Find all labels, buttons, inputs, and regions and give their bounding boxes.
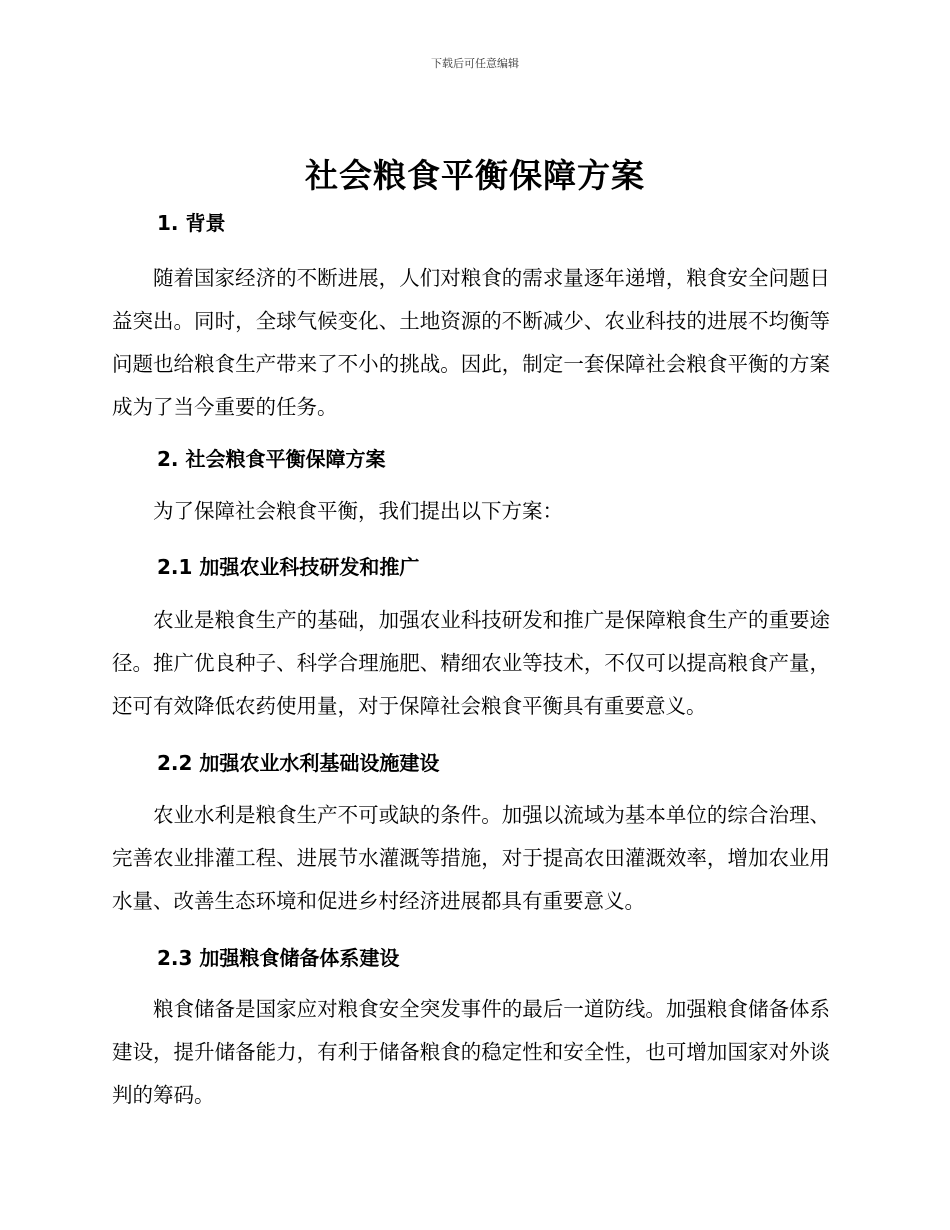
section-heading-irrigation: 2.2 加强农业水利基础设施建设 [157,751,440,775]
paragraph-tech: 农业是粮食生产的基础，加强农业科技研发和推广是保障粮食生产的重要途径。推广优良种子、科学合理施肥、精细农业等技术，不仅可以提高粮食产量，还可有效降低农药使用量，对于保障社会粮食平衡具有重要意义。 [112,608,830,718]
paragraph-background: 随着国家经济的不断进展，人们对粮食的需求量逐年递增，粮食安全问题日益突出。同时，全球气候变化、土地资源的不断减少、农业科技的进展不均衡等问题也给粮食生产带来了不小的挑战。因此，制定一套保障社会粮食平衡的方案成为了当今重要的任务。 [112,266,830,419]
paragraph-irrigation: 农业水利是粮食生产不可或缺的条件。加强以流域为基本单位的综合治理、完善农业排灌工程、进展节水灌溉等措施，对于提高农田灌溉效率，增加农业用水量、改善生态环境和促进乡村经济进展都具有重要意义。 [112,803,830,913]
document-title: 社会粮食平衡保障方案 [305,156,645,195]
paragraph-plan-intro: 为了保障社会粮食平衡，我们提出以下方案： [153,499,563,523]
section-heading-tech: 2.1 加强农业科技研发和推广 [157,555,420,579]
section-heading-plan: 2. 社会粮食平衡保障方案 [157,447,386,471]
section-heading-background: 1. 背景 [157,211,226,235]
paragraph-reserve: 粮食储备是国家应对粮食安全突发事件的最后一道防线。加强粮食储备体系建设，提升储备能力，有利于储备粮食的稳定性和安全性，也可增加国家对外谈判的筹码。 [112,997,830,1107]
header-note: 下载后可任意编辑 [431,57,519,70]
section-heading-reserve: 2.3 加强粮食储备体系建设 [157,946,400,970]
